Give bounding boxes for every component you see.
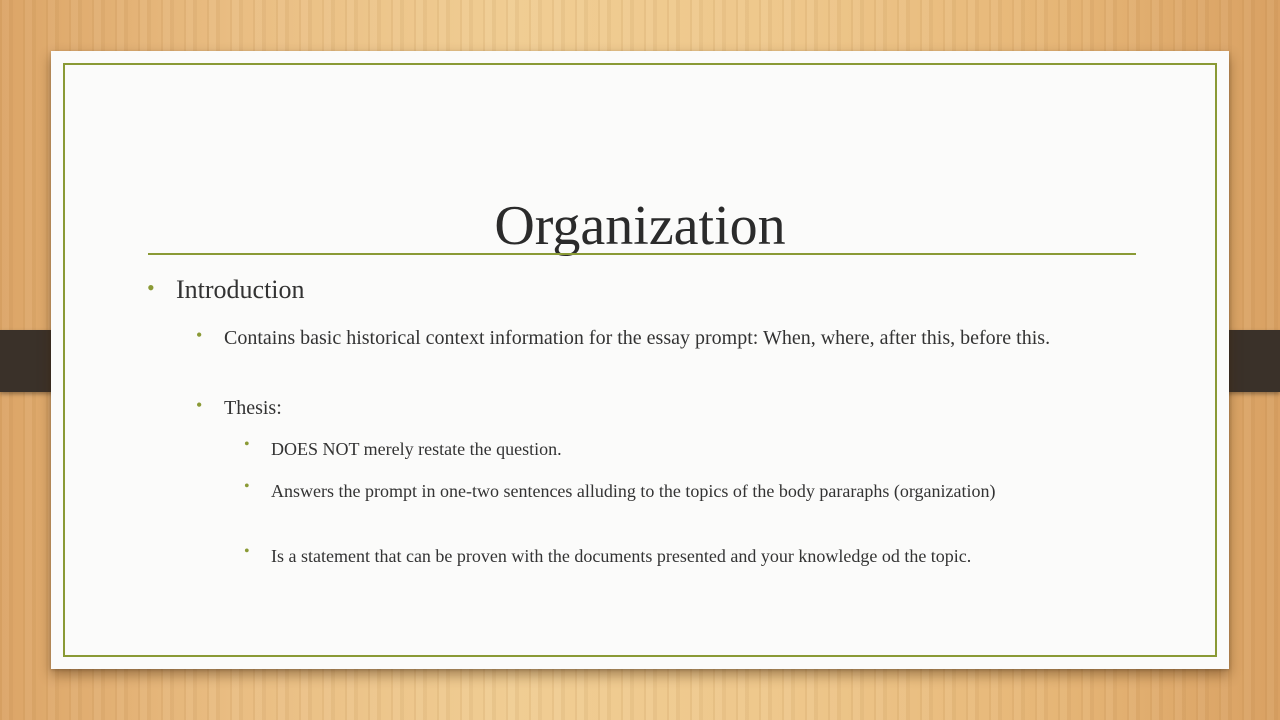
bullet-does-not-restate bbox=[244, 436, 1161, 461]
bullet-provable-statement bbox=[244, 543, 1161, 568]
bullet-text: Thesis: bbox=[224, 397, 282, 419]
slide-card bbox=[51, 51, 1229, 669]
slide-title: Organization bbox=[494, 195, 786, 257]
title-divider bbox=[148, 253, 1136, 255]
bullet-text: Answers the prompt in one-two sentences alluding to the topics of the body pararaphs (organization) bbox=[271, 481, 996, 501]
bullet-dot-icon: • bbox=[244, 436, 250, 453]
bullet-dot-icon: • bbox=[244, 543, 250, 560]
bullet-dot-icon: • bbox=[147, 275, 155, 300]
bullet-introduction bbox=[147, 275, 1076, 305]
bullet-answers-prompt bbox=[244, 478, 1161, 503]
bullet-text: DOES NOT merely restate the question. bbox=[271, 439, 562, 459]
bullet-historical-context bbox=[196, 325, 1144, 351]
bullet-text: Is a statement that can be proven with the documents presented and your knowledge od the topic. bbox=[271, 546, 972, 566]
bullet-dot-icon: • bbox=[196, 395, 203, 415]
bullet-dot-icon: • bbox=[196, 325, 203, 345]
bullet-text: Introduction bbox=[176, 275, 305, 304]
bullet-text: Contains basic historical context information for the essay prompt: When, where, after this, before this. bbox=[224, 327, 1051, 349]
bullet-dot-icon: • bbox=[244, 478, 250, 495]
bullet-thesis bbox=[196, 395, 1144, 421]
